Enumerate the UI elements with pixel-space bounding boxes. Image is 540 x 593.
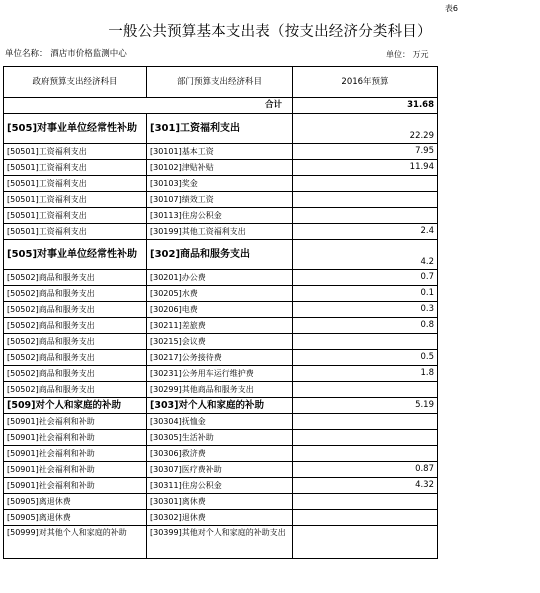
table-row: [4, 430, 438, 446]
table-row: [4, 366, 438, 382]
gov-category-cell: [50999]对其他个人和家庭的补助: [4, 526, 147, 559]
table-row: [4, 510, 438, 526]
table-row: [4, 208, 438, 224]
table-row: [4, 478, 438, 494]
total-row: [4, 98, 438, 114]
budget-amount-cell: 7.95: [293, 144, 438, 160]
gov-category-cell: [50905]离退休费: [4, 510, 147, 526]
table-row: [4, 144, 438, 160]
budget-amount-cell: 5.19: [293, 398, 438, 414]
dept-category-cell: [30217]公务接待费: [147, 350, 293, 366]
budget-amount-cell: 0.3: [293, 302, 438, 318]
budget-amount-cell: 0.1: [293, 286, 438, 302]
budget-amount-cell: [293, 510, 438, 526]
gov-category-cell: [50502]商品和服务支出: [4, 366, 147, 382]
table-row: [4, 270, 438, 286]
column-header-gov: 政府预算支出经济科目: [4, 67, 147, 98]
dept-category-cell: [30306]救济费: [147, 446, 293, 462]
table-row: [4, 382, 438, 398]
table-row: [4, 224, 438, 240]
budget-amount-cell: [293, 382, 438, 398]
table-row: [4, 160, 438, 176]
table-row: [4, 446, 438, 462]
dept-category-cell: [30205]水费: [147, 286, 293, 302]
table-row: [4, 192, 438, 208]
dept-category-cell: [30302]退休费: [147, 510, 293, 526]
dept-category-cell: [30199]其他工资福利支出: [147, 224, 293, 240]
table-row: [4, 240, 438, 270]
table-header-row: [4, 67, 438, 98]
dept-category-cell: [301]工资福利支出: [147, 114, 293, 144]
budget-amount-cell: [293, 430, 438, 446]
gov-category-cell: [50901]社会福利和补助: [4, 462, 147, 478]
table-row: [4, 414, 438, 430]
column-header-budget: 2016年预算: [293, 67, 438, 98]
gov-category-cell: [505]对事业单位经常性补助: [4, 240, 147, 270]
gov-category-cell: [50501]工资福利支出: [4, 144, 147, 160]
dept-category-cell: [30301]离休费: [147, 494, 293, 510]
table-row: [4, 334, 438, 350]
dept-category-cell: [30201]办公费: [147, 270, 293, 286]
column-header-dept: 部门预算支出经济科目: [147, 67, 293, 98]
budget-amount-cell: 4.32: [293, 478, 438, 494]
dept-category-cell: [30113]住房公积金: [147, 208, 293, 224]
budget-amount-cell: [293, 414, 438, 430]
gov-category-cell: [509]对个人和家庭的补助: [4, 398, 147, 414]
gov-category-cell: [50502]商品和服务支出: [4, 270, 147, 286]
dept-category-cell: [30102]津贴补贴: [147, 160, 293, 176]
gov-category-cell: [50901]社会福利和补助: [4, 430, 147, 446]
table-row: [4, 302, 438, 318]
table-row: [4, 350, 438, 366]
dept-category-cell: [30304]抚恤金: [147, 414, 293, 430]
table-row: [4, 286, 438, 302]
dept-category-cell: [30307]医疗费补助: [147, 462, 293, 478]
gov-category-cell: [50501]工资福利支出: [4, 224, 147, 240]
gov-category-cell: [50905]离退休费: [4, 494, 147, 510]
dept-category-cell: [30211]差旅费: [147, 318, 293, 334]
budget-amount-cell: [293, 494, 438, 510]
budget-amount-cell: [293, 526, 438, 559]
page-title: 一般公共预算基本支出表（按支出经济分类科目）: [108, 24, 432, 40]
table-row: [4, 462, 438, 478]
gov-category-cell: [50502]商品和服务支出: [4, 334, 147, 350]
dept-category-cell: [30231]公务用车运行维护费: [147, 366, 293, 382]
gov-category-cell: [50901]社会福利和补助: [4, 414, 147, 430]
budget-table: [3, 66, 438, 559]
gov-category-cell: [50501]工资福利支出: [4, 192, 147, 208]
budget-amount-cell: 4.2: [293, 240, 438, 270]
dept-category-cell: [30299]其他商品和服务支出: [147, 382, 293, 398]
table-row: [4, 494, 438, 510]
total-label: 合计: [4, 98, 293, 114]
dept-category-cell: [302]商品和服务支出: [147, 240, 293, 270]
dept-category-cell: [30206]电费: [147, 302, 293, 318]
budget-amount-cell: 1.8: [293, 366, 438, 382]
dept-category-cell: [30399]其他对个人和家庭的补助支出: [147, 526, 293, 559]
dept-category-cell: [30305]生活补助: [147, 430, 293, 446]
budget-amount-cell: 0.7: [293, 270, 438, 286]
table-row: [4, 176, 438, 192]
table-number: 表6: [444, 4, 458, 13]
gov-category-cell: [50901]社会福利和补助: [4, 478, 147, 494]
budget-amount-cell: [293, 208, 438, 224]
dept-category-cell: [30311]住房公积金: [147, 478, 293, 494]
budget-amount-cell: [293, 334, 438, 350]
budget-amount-cell: 22.29: [293, 114, 438, 144]
dept-category-cell: [30103]奖金: [147, 176, 293, 192]
table-row: [4, 526, 438, 559]
dept-category-cell: [303]对个人和家庭的补助: [147, 398, 293, 414]
gov-category-cell: [50901]社会福利和补助: [4, 446, 147, 462]
dept-category-cell: [30215]会议费: [147, 334, 293, 350]
unit-name: 单位名称： 酒店市价格监测中心: [5, 49, 127, 59]
gov-category-cell: [50502]商品和服务支出: [4, 302, 147, 318]
budget-amount-cell: 2.4: [293, 224, 438, 240]
gov-category-cell: [50501]工资福利支出: [4, 208, 147, 224]
gov-category-cell: [50501]工资福利支出: [4, 176, 147, 192]
budget-amount-cell: 0.87: [293, 462, 438, 478]
gov-category-cell: [505]对事业单位经常性补助: [4, 114, 147, 144]
budget-amount-cell: [293, 446, 438, 462]
table-row: [4, 114, 438, 144]
gov-category-cell: [50502]商品和服务支出: [4, 286, 147, 302]
budget-amount-cell: [293, 176, 438, 192]
budget-amount-cell: 11.94: [293, 160, 438, 176]
budget-amount-cell: 0.8: [293, 318, 438, 334]
gov-category-cell: [50502]商品和服务支出: [4, 350, 147, 366]
gov-category-cell: [50502]商品和服务支出: [4, 318, 147, 334]
dept-category-cell: [30107]绩效工资: [147, 192, 293, 208]
money-unit: 单位： 万元: [386, 50, 429, 59]
total-value: 31.68: [293, 98, 438, 114]
budget-amount-cell: [293, 192, 438, 208]
table-row: [4, 318, 438, 334]
dept-category-cell: [30101]基本工资: [147, 144, 293, 160]
budget-amount-cell: 0.5: [293, 350, 438, 366]
table-row: [4, 398, 438, 414]
gov-category-cell: [50501]工资福利支出: [4, 160, 147, 176]
gov-category-cell: [50502]商品和服务支出: [4, 382, 147, 398]
